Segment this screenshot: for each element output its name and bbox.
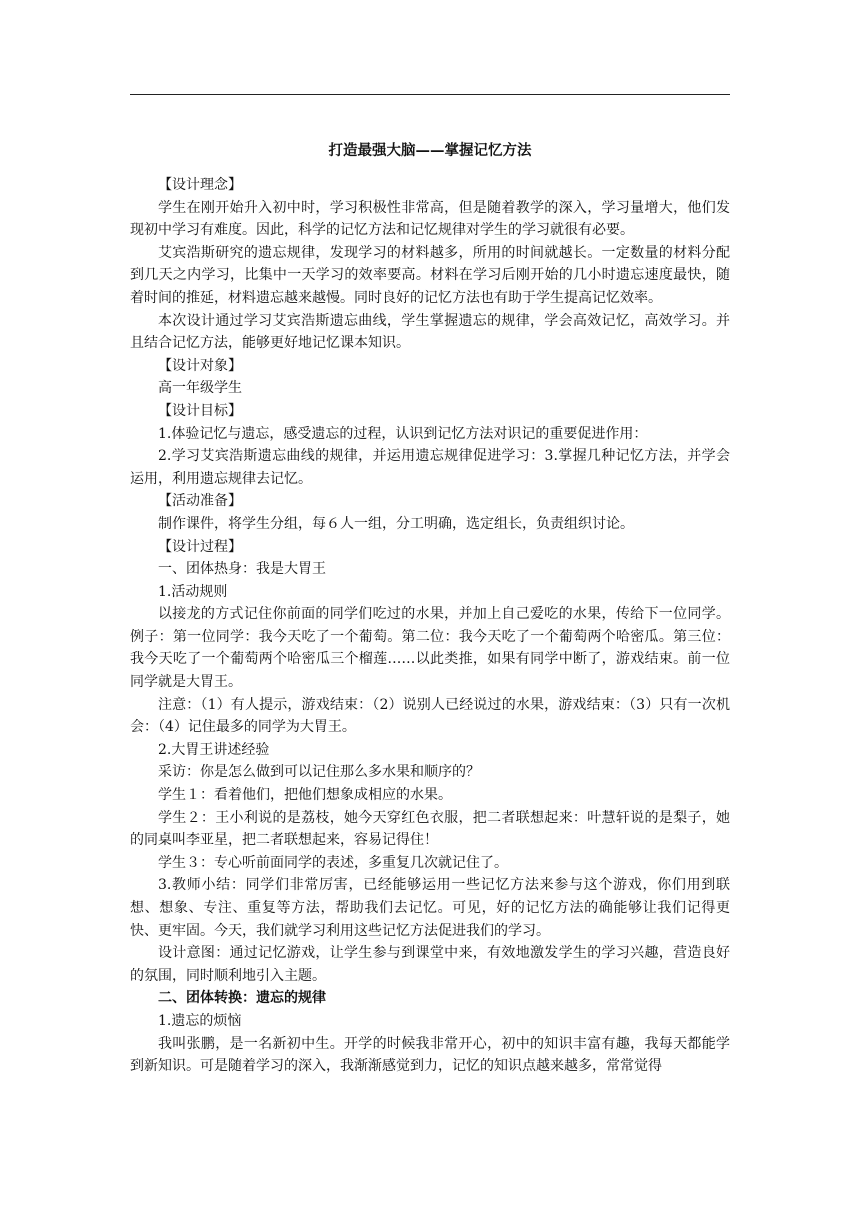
paragraph: 1.活动规则 — [158, 583, 228, 600]
paragraph: 学生３：专心听前面同学的表述，多重复几次就记住了。 — [158, 854, 508, 871]
paragraph: 1.遗忘的烦恼 — [158, 1012, 242, 1029]
paragraph: 【活动准备】 — [158, 493, 242, 510]
paragraph: 我叫张鹏，是一名新初中生。开学的时候我非常开心，初中的知识丰富有趣，我每天都能学到新知识。可是随着学习的深入，我渐渐感觉到力，记忆的知识点越来越多，常常觉得 — [130, 1035, 730, 1075]
paragraph: 设计意图：通过记忆游戏，让学生参与到课堂中来，有效地激发学生的学习兴趣，营造良好的氛围，同时顺利地引入主题。 — [130, 945, 730, 984]
paragraph: 2.学习艾宾浩斯遗忘曲线的规律，并运用遗忘规律促进学习：3.掌握几种记忆方法，并学会运用，利用遗忘规律去记忆。 — [130, 448, 730, 487]
paragraph: 一、团体热身：我是大胃王 — [158, 561, 326, 578]
paragraph: 【设计目标】 — [158, 402, 242, 419]
paragraph: 2.大胃王讲述经验 — [158, 741, 270, 758]
paragraph: 艾宾浩斯研究的遗忘规律，发现学习的材料越多，所用的时间就越长。一定数量的材料分配到几天之内学习，比集中一天学习的效率要高。材料在学习后刚开始的几小时遗忘速度最快，随着时间的推延，材料遗忘越来越慢。同时良好的记忆方法也有助于学生提高记忆效率。 — [130, 244, 730, 306]
document-title: 打造最强大脑——掌握记忆方法 — [328, 142, 532, 159]
paragraph: 【设计对象】 — [158, 357, 242, 374]
paragraph: 制作课件，将学生分组，每６人一组，分工明确，选定组长，负责组织讨论。 — [158, 515, 634, 532]
paragraph: 二、团体转换：遗忘的规律 — [158, 990, 326, 1007]
paragraph: 采访：你是怎么做到可以记住那么多水果和顺序的？ — [158, 764, 480, 781]
document-body — [130, 140, 730, 1078]
header-rule — [130, 94, 730, 95]
paragraph: 高一年级学生 — [158, 380, 242, 397]
paragraph-list — [130, 174, 730, 1078]
paragraph: 1.体验记忆与遗忘，感受遗忘的过程，认识到记忆方法对识记的重要促进作用： — [158, 425, 648, 442]
paragraph: 学生１：看着他们，把他们想象成相应的水果。 — [158, 787, 452, 804]
paragraph: 本次设计通过学习艾宾浩斯遗忘曲线，学生掌握遗忘的规律，学会高效记忆，高效学习。并且结合记忆方法，能够更好地记忆课本知识。 — [130, 312, 730, 352]
paragraph: 以接龙的方式记住你前面的同学们吃过的水果，并加上自己爱吃的水果，传给下一位同学。例子：第一位同学：我今天吃了一个葡萄。第二位：我今天吃了一个葡萄两个哈密瓜。第三位：我今天吃了一个葡萄两个哈密瓜三个榴莲……以此类推，如果有同学中断了，游戏结束。前一位同学就是大胃王。 — [130, 606, 730, 691]
paragraph: 3.教师小结：同学们非常厉害，已经能够运用一些记忆方法来参与这个游戏，你们用到联想、想象、专注、重复等方法，帮助我们去记忆。可见，好的记忆方法的确能够让我们记得更快、更牢固。今天，我们就学习利用这些记忆方法促进我们的学习。 — [130, 877, 730, 939]
paragraph: 学生２：王小利说的是荔枝，她今天穿红色衣服，把二者联想起来：叶慧轩说的是梨子，她的同桌叫李亚星，把二者联想起来，容易记得住！ — [130, 809, 730, 849]
paragraph: 学生在刚开始升入初中时，学习积极性非常高，但是随着教学的深入，学习量增大，他们发现初中学习有难度。因此，科学的记忆方法和记忆规律对学生的学习就很有必要。 — [130, 199, 730, 239]
paragraph: 注意：（1）有人提示，游戏结束：（2）说别人已经说过的水果，游戏结束：（3）只有一次机会：（4）记住最多的同学为大胃王。 — [130, 696, 730, 736]
paragraph: 【设计过程】 — [158, 538, 242, 555]
paragraph: 【设计理念】 — [158, 177, 242, 193]
